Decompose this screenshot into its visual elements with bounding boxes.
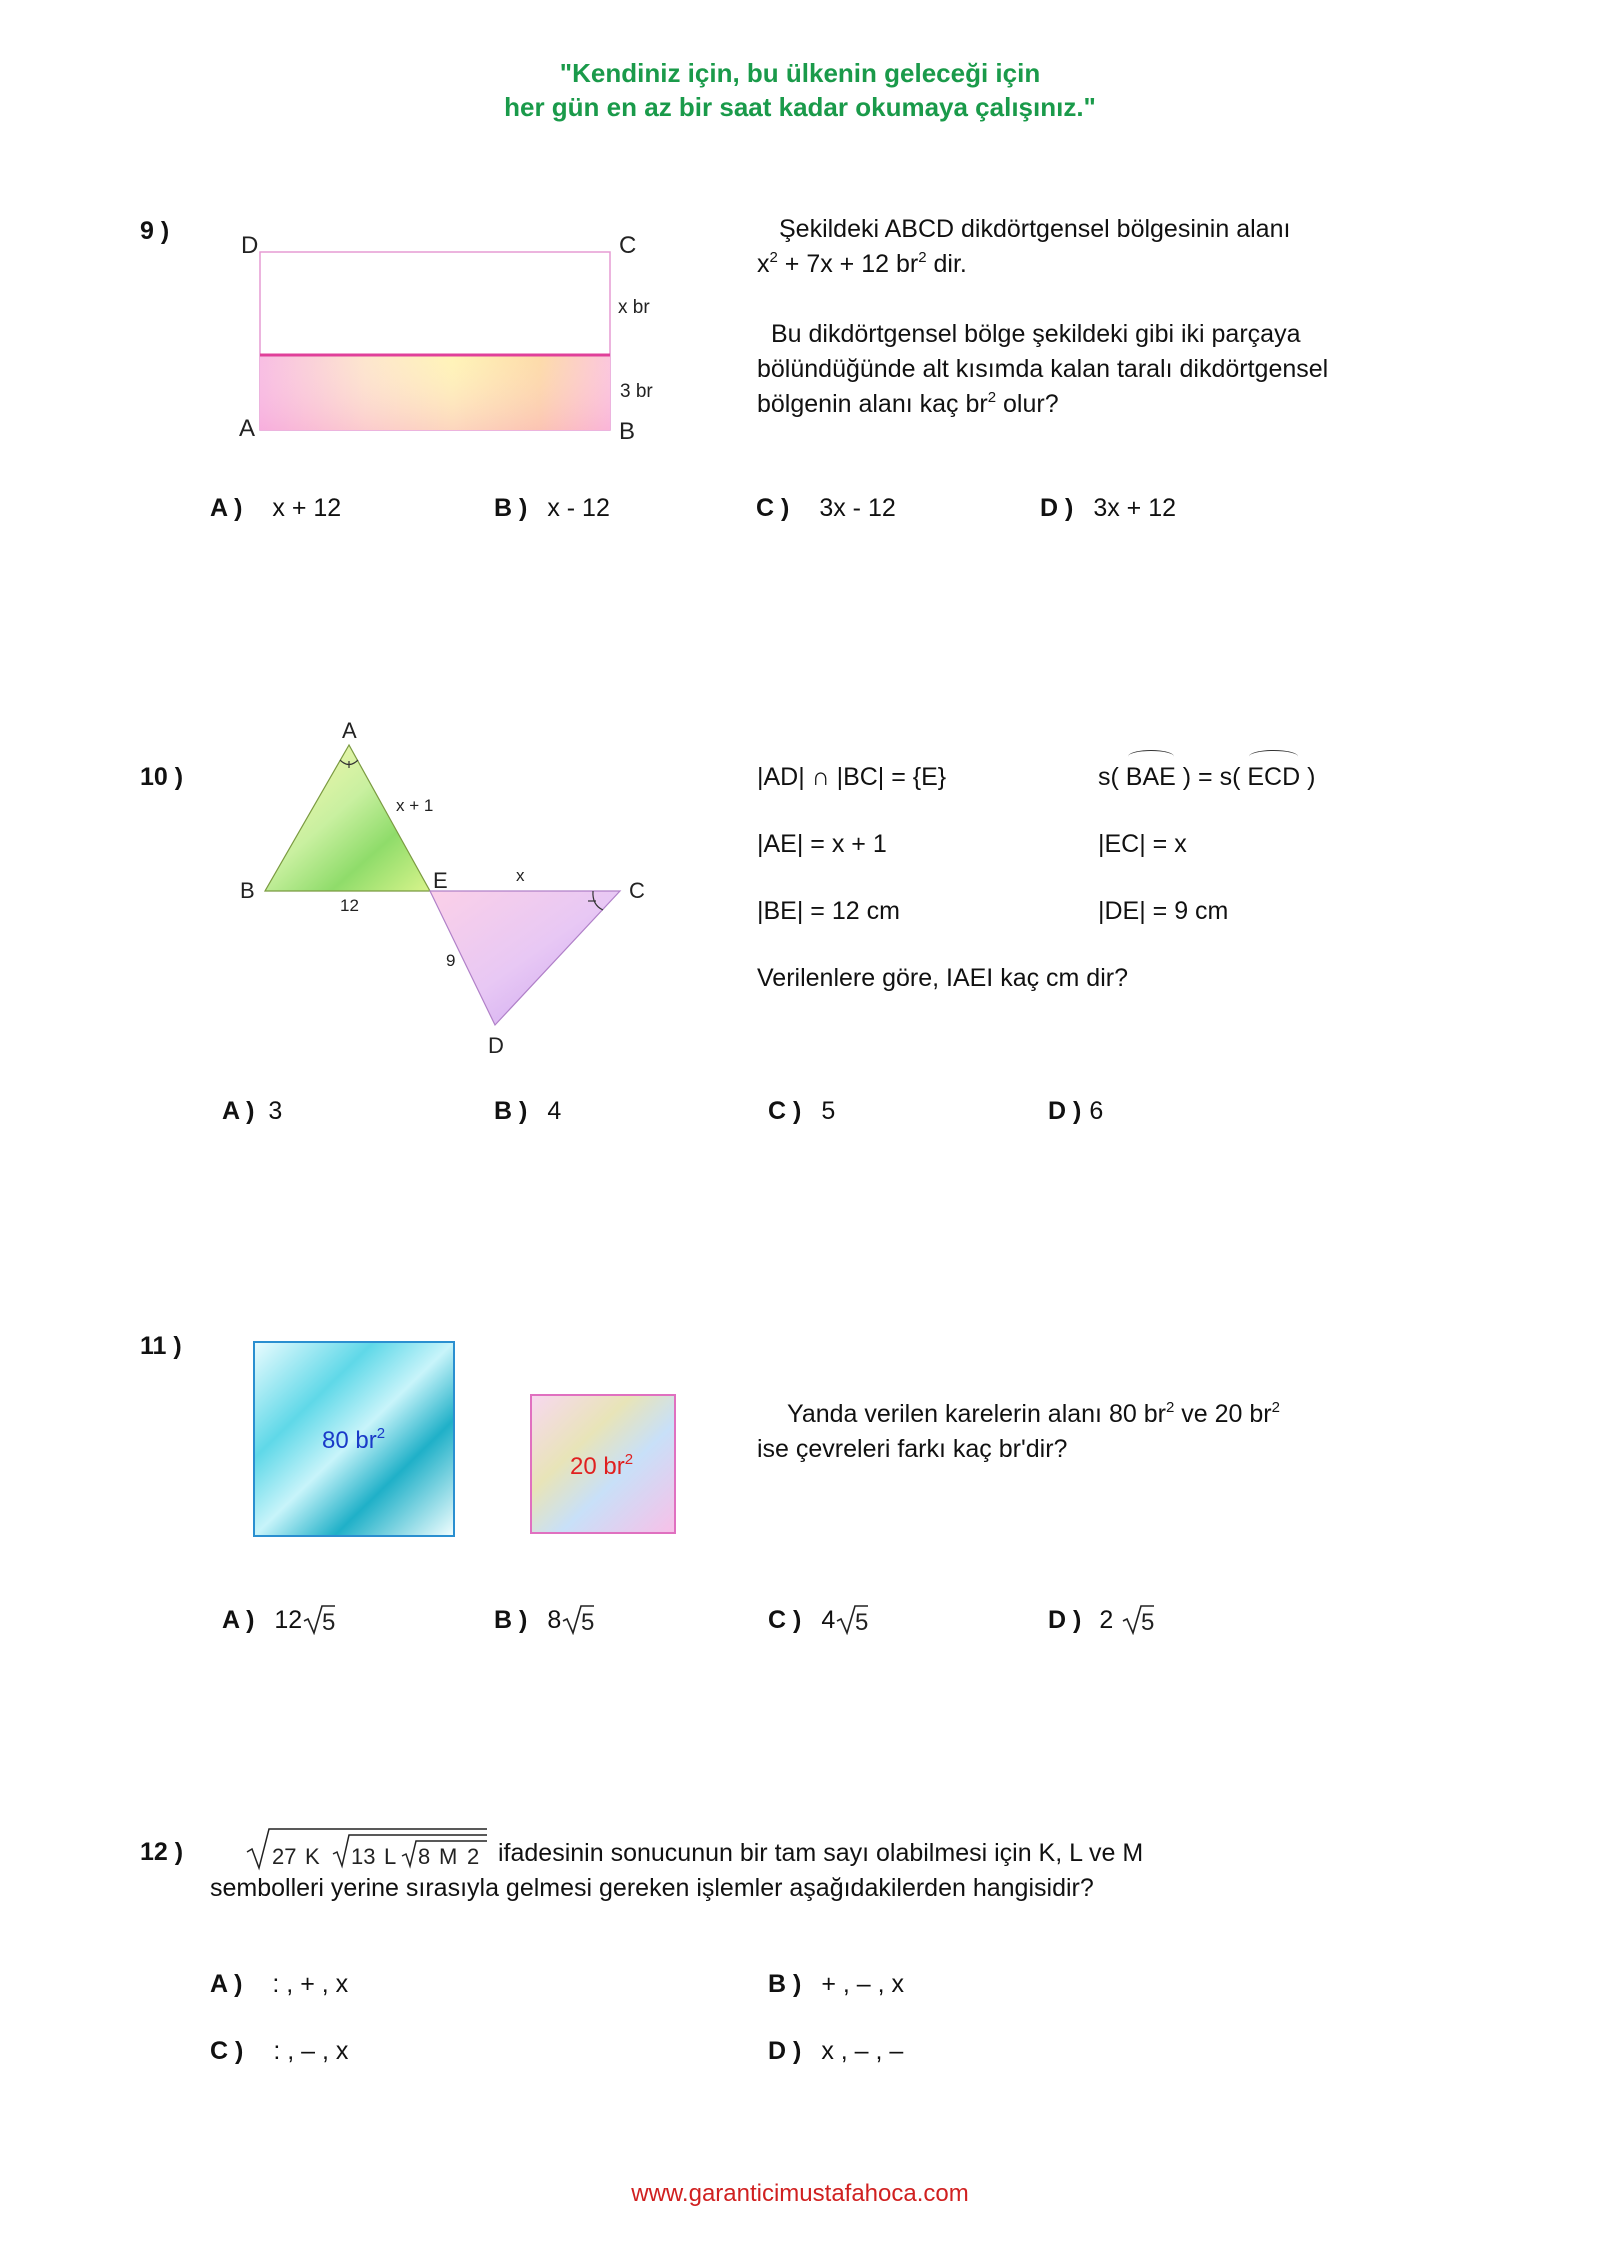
q11-square2-label: 20 $br^2$ (570, 1451, 634, 1480)
sqrt-icon (835, 1603, 869, 1635)
q12-text-line-1: ifadesinin sonucunun bir tam sayı olabilmesi için K, L ve M (498, 1839, 1144, 1867)
q9-text-line-2: $x^2 + 7x + 12$ $br^2$ dir. (757, 249, 967, 278)
sqrt-icon (302, 1603, 336, 1635)
q9-option-d[interactable]: D ) 3x + 12 (1040, 494, 1177, 522)
q12-text-line-2: sembolleri yerine sırasıyla gelmesi gereken işlemler aşağıdakilerden hangisidir? (210, 1874, 1094, 1902)
q10-given-6: |DE| = 9 cm (1098, 897, 1229, 925)
q9-label-A: A (239, 415, 256, 442)
question-number-9: 9 ) (140, 217, 170, 245)
q11-square1-label: 80 $br^2$ (322, 1425, 386, 1454)
q11-option-a[interactable]: A ) 12 5 (222, 1603, 336, 1635)
q10-option-c[interactable]: C ) 5 (768, 1097, 836, 1125)
q10-label-ED: 9 (446, 951, 456, 970)
q12-option-b[interactable]: B ) + , – , x (768, 1970, 905, 1998)
q11-option-d[interactable]: D ) 2 5 (1048, 1603, 1155, 1635)
motto-line-2: her gün en az bir saat kadar okumaya çalışınız." (504, 92, 1096, 122)
q12-option-a[interactable]: A ) : , + , x (210, 1970, 349, 1998)
q9-label-C: C (619, 232, 637, 259)
q12-symbol-L: L (384, 1844, 397, 1869)
q10-given-3: |AE| = x + 1 (757, 830, 887, 858)
q9-text-line-3: Bu dikdörtgensel bölge şekildeki gibi iki parçaya (771, 320, 1301, 348)
question-number-10: 10 ) (140, 763, 184, 791)
q9-option-a[interactable]: A ) x + 12 (210, 494, 342, 522)
q10-given-1: |AD| ∩ |BC| = {E} (757, 763, 947, 791)
q10-option-b[interactable]: B ) 4 (494, 1097, 562, 1125)
q10-given-2: s( BAE ) = s( ECD ) (1098, 760, 1315, 795)
q9-side-x-br: x br (618, 297, 650, 318)
q10-label-EC: x (516, 866, 525, 885)
footer-website-link[interactable]: www.garanticimustafahoca.com (631, 2180, 969, 2207)
q10-label-C: C (629, 878, 645, 903)
q10-given-5: |BE| = 12 cm (757, 897, 900, 925)
q12-num-2: 2 (467, 1844, 480, 1869)
q9-text-line-1: Şekildeki ABCD dikdörtgensel bölgesinin alanı (779, 215, 1291, 243)
sqrt-icon (561, 1603, 595, 1635)
q11-question-text (757, 1397, 1397, 1467)
q10-option-d[interactable]: D ) 6 (1048, 1097, 1104, 1125)
q9-text-line-5: bölgenin alanı kaç $br^2$ olur? (757, 389, 1059, 418)
svg-text:5: 5 (855, 1609, 869, 1635)
motto-line-1: "Kendiniz için, bu ülkenin geleceği için (559, 58, 1041, 88)
q10-label-BE: 12 (340, 896, 359, 915)
sqrt-icon (1121, 1603, 1155, 1635)
q11-option-b[interactable]: B ) 8 5 (494, 1603, 595, 1635)
q12-num-8: 8 (418, 1844, 431, 1869)
question-number-11: 11 ) (140, 1332, 182, 1360)
q10-given-4: |EC| = x (1098, 830, 1187, 858)
q12-nested-root-expression (245, 1822, 495, 1872)
q10-label-B: B (240, 878, 255, 903)
q10-triangle-ECD (430, 891, 620, 1025)
q10-question-text: Verilenlere göre, IAEI kaç cm dir? (757, 964, 1128, 992)
q9-option-b[interactable]: B ) x - 12 (494, 494, 610, 522)
q9-option-c[interactable]: C ) 3x - 12 (756, 494, 896, 522)
q10-triangle-ABE (265, 745, 430, 891)
q11-text-line-1: Yanda verilen karelerin alanı 80 $br^2$ ve 20 $br^2$ (787, 1399, 1280, 1428)
q9-label-B: B (619, 418, 636, 445)
q10-option-a[interactable]: A ) 3 (222, 1097, 283, 1125)
q12-option-d[interactable]: D ) x , – , – (768, 2037, 904, 2065)
q10-label-D: D (488, 1033, 504, 1058)
q10-label-A: A (342, 718, 357, 743)
q12-symbol-K: K (305, 1844, 320, 1869)
q11-option-c[interactable]: C ) 4 5 (768, 1603, 869, 1635)
q9-text-line-4: bölündüğünde alt kısımda kalan taralı dikdörtgensel (757, 355, 1329, 383)
q11-squares-figure (250, 1338, 690, 1538)
svg-text:5: 5 (322, 1609, 336, 1635)
motto-header (0, 56, 1600, 124)
question-number-12: 12 ) (140, 1838, 184, 1866)
q10-label-E: E (433, 868, 448, 893)
q12-num-27: 27 (272, 1844, 297, 1869)
q9-side-3-br: 3 br (620, 381, 653, 402)
q12-option-c[interactable]: C ) : , – , x (210, 2037, 349, 2065)
q9-label-D: D (241, 232, 259, 259)
q12-symbol-M: M (439, 1844, 458, 1869)
q9-rectangle-figure (235, 222, 675, 450)
q10-label-AE: x + 1 (396, 796, 434, 815)
q11-text-line-2: ise çevreleri farkı kaç br'dir? (757, 1435, 1068, 1463)
q10-triangles-figure (230, 705, 660, 1065)
svg-text:5: 5 (581, 1609, 595, 1635)
svg-text:5: 5 (1141, 1609, 1155, 1635)
q12-num-13: 13 (351, 1844, 376, 1869)
q9-question-text (757, 212, 1397, 422)
